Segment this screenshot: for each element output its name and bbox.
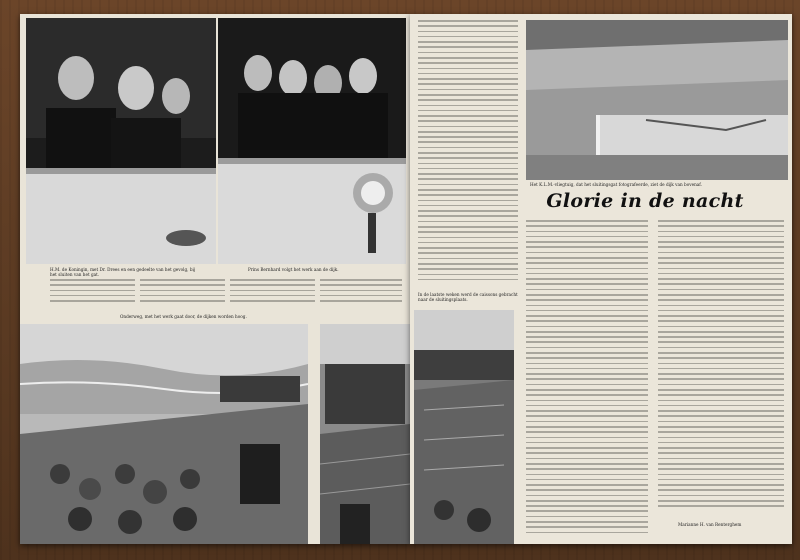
article-author: Marianne H. van Renterghem [678,522,742,527]
left-page [20,14,410,544]
photo-dike-stones-image [20,324,308,544]
right-page [410,14,792,544]
article-column-3 [230,279,315,309]
photo-dike-stones [20,324,308,544]
article-column-2 [140,279,225,309]
photo-dignitaries-image [26,18,216,264]
caption-work: Onderweg, met het werk gaat door, de dijken worden hoog. [120,314,247,319]
article-column-6 [526,220,648,540]
photo-quay-construction-image [320,324,410,544]
caption-dignitaries: H.M. de Koningin, met Dr. Drees en een gedeelte van het gevolg, bij het sluiten van het gat. [50,267,196,278]
photo-dignitaries [26,18,216,264]
article-column-1 [50,279,135,309]
article-column-4 [320,279,402,309]
caption-aerial: Het K.L.M.-vliegtuig, dat het sluitingsgat fotografeerde, ziet de dijk van bovenaf. [530,182,703,187]
caption-caissons: In de laatste weken werd de caissons gebracht naar de sluitingsplaats. [418,292,518,303]
article-headline: Glorie in de nacht [546,190,744,212]
article-column-7 [658,220,784,520]
photo-quay-construction [320,324,410,544]
photo-aerial-dike [526,20,788,180]
caption-officials: Prins Bernhard volgt het werk aan de dijk. [248,267,339,272]
photo-aerial-dike-image [526,20,788,180]
photo-officials-image [218,18,406,264]
photo-officials [218,18,406,264]
article-column-5 [418,20,518,290]
photo-dike-workers [414,310,514,544]
photo-dike-workers-image [414,310,514,544]
